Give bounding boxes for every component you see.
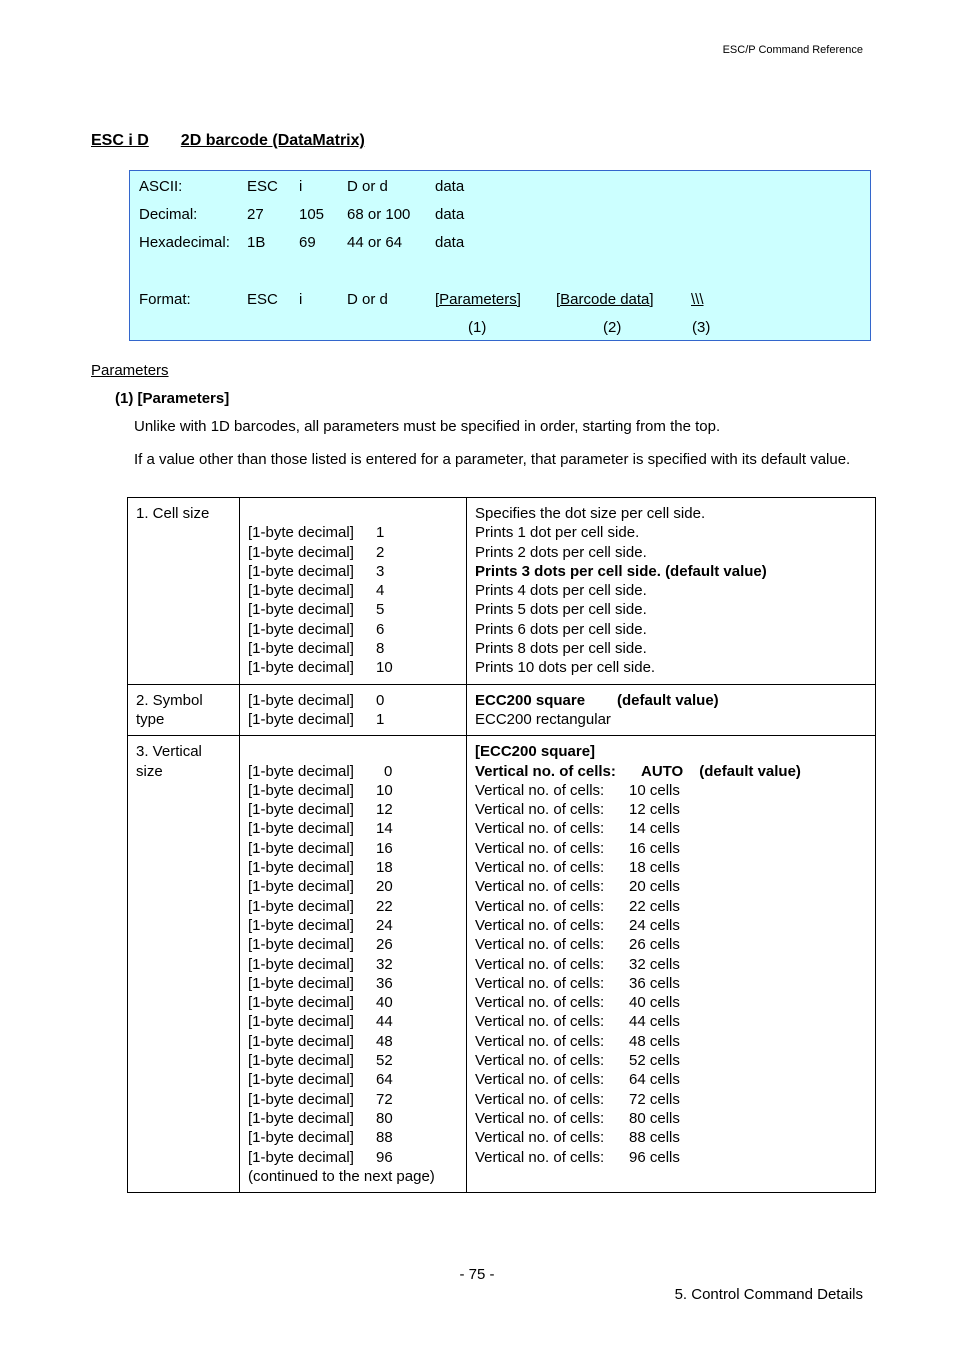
desc-line: Prints 5 dots per cell side.: [475, 601, 647, 619]
value-line: [1-byte decimal] 4: [248, 582, 385, 600]
table-row-cell-size: [128, 498, 876, 685]
param-name-cell: [128, 736, 240, 1193]
desc-line: Vertical no. of cells: 96 cells: [475, 1148, 680, 1166]
desc-line: Vertical no. of cells: 32 cells: [475, 955, 680, 973]
value-line: [1-byte decimal] 3: [248, 562, 385, 580]
desc-line: Vertical no. of cells: 36 cells: [475, 974, 680, 992]
parameters-heading: Parameters: [91, 362, 169, 379]
value-line: [1-byte decimal] 18: [248, 859, 393, 877]
format-parameters: [Parameters]: [435, 291, 521, 308]
param-desc-cell: [467, 684, 876, 736]
param-values-cell: [240, 498, 467, 685]
decimal-c2: 105: [299, 206, 325, 223]
ascii-label: ASCII:: [139, 178, 183, 195]
hex-c2: 69: [299, 234, 316, 251]
ascii-c4: data: [435, 178, 465, 195]
value-line: [1-byte decimal] 40: [248, 994, 393, 1012]
format-label: Format:: [139, 291, 191, 308]
param-name-cell: [128, 684, 240, 736]
desc-line: Vertical no. of cells: 26 cells: [475, 936, 680, 954]
desc-line: Prints 8 dots per cell side.: [475, 640, 647, 658]
value-line: [1-byte decimal] 44: [248, 1013, 393, 1031]
ascii-c1: ESC: [247, 178, 278, 195]
desc-line: Vertical no. of cells: 24 cells: [475, 916, 680, 934]
value-line: [1-byte decimal] 16: [248, 839, 393, 857]
desc-line: Vertical no. of cells: 14 cells: [475, 820, 680, 838]
desc-line: Vertical no. of cells: 12 cells: [475, 801, 680, 819]
desc-line: Prints 4 dots per cell side.: [475, 582, 647, 600]
hex-c4: data: [435, 234, 465, 251]
decimal-c3: 68 or 100: [347, 206, 411, 223]
param-values-cell: [240, 684, 467, 736]
value-line: [1-byte decimal] 72: [248, 1090, 393, 1108]
desc-line: Vertical no. of cells: 22 cells: [475, 897, 680, 915]
value-line: [1-byte decimal] 64: [248, 1071, 393, 1089]
desc-line: ECC200 rectangular: [475, 710, 611, 728]
desc-line: Prints 10 dots per cell side.: [475, 659, 656, 677]
desc-line: Vertical no. of cells: 18 cells: [475, 859, 680, 877]
desc-line-default: ECC200 square (default value): [475, 691, 719, 709]
value-line: [1-byte decimal] 1: [248, 524, 385, 542]
decimal-c4: data: [435, 206, 465, 223]
desc-line: Prints 6 dots per cell side.: [475, 620, 647, 638]
value-line: [1-byte decimal] 14: [248, 820, 393, 838]
value-line: [1-byte decimal] 52: [248, 1052, 393, 1070]
desc-line: Vertical no. of cells: 40 cells: [475, 994, 680, 1012]
desc-line: Vertical no. of cells: 20 cells: [475, 878, 680, 896]
value-line: [1-byte decimal] 6: [248, 620, 385, 638]
param-values-cell: [240, 736, 467, 1193]
page-number: - 75 -: [459, 1266, 495, 1283]
value-line: [1-byte decimal] 20: [248, 878, 393, 896]
desc-line: Vertical no. of cells: 64 cells: [475, 1071, 680, 1089]
value-line: [1-byte decimal] 22: [248, 897, 393, 915]
ascii-c3: D or d: [347, 178, 388, 195]
format-c3: D or d: [347, 291, 388, 308]
hex-c3: 44 or 64: [347, 234, 403, 251]
continued-note: (continued to the next page): [248, 1167, 435, 1185]
desc-line: Vertical no. of cells: 88 cells: [475, 1129, 680, 1147]
desc-line: Vertical no. of cells: 52 cells: [475, 1052, 680, 1070]
value-line: [1-byte decimal] 32: [248, 955, 393, 973]
desc-line: Specifies the dot size per cell side.: [475, 505, 706, 522]
param-name-cell: [128, 498, 240, 685]
ascii-c2: i: [299, 178, 303, 195]
value-line: [1-byte decimal] 2: [248, 543, 385, 561]
value-line: [1-byte decimal] 1: [248, 710, 385, 728]
desc-line: Vertical no. of cells: 48 cells: [475, 1032, 680, 1050]
param-desc-cell: [467, 498, 876, 685]
desc-line: Prints 1 dot per cell side.: [475, 524, 640, 542]
command-description: 2D barcode (DataMatrix): [180, 132, 365, 149]
command-name: ESC i D: [91, 132, 149, 149]
desc-line: Vertical no. of cells: 80 cells: [475, 1109, 680, 1127]
desc-line: Vertical no. of cells: 10 cells: [475, 781, 680, 799]
desc-line: Vertical no. of cells: 44 cells: [475, 1013, 680, 1031]
decimal-c1: 27: [247, 206, 264, 223]
value-line: [1-byte decimal] 96: [248, 1148, 393, 1166]
format-index-3: (3): [692, 319, 711, 336]
desc-line: Prints 2 dots per cell side.: [475, 543, 647, 561]
command-syntax-box: [129, 170, 871, 341]
symbol-type-name-2: type: [136, 710, 165, 728]
decimal-label: Decimal:: [139, 206, 198, 223]
hex-c1: 1B: [247, 234, 266, 251]
header-reference: ESC/P Command Reference: [722, 44, 863, 56]
param-desc-cell: [467, 736, 876, 1193]
desc-line: Vertical no. of cells: 16 cells: [475, 839, 680, 857]
value-line: [1-byte decimal] 12: [248, 801, 393, 819]
intro-paragraph-1: Unlike with 1D barcodes, all parameters must be specified in order, starting from the top.: [134, 418, 721, 435]
symbol-type-name-1: 2. Symbol: [136, 691, 203, 709]
value-line: [1-byte decimal] 88: [248, 1129, 393, 1147]
vertical-size-name-2: size: [136, 762, 163, 780]
table-row-vertical-size: [128, 736, 876, 1193]
hex-label: Hexadecimal:: [139, 234, 230, 251]
vertical-size-name-1: 3. Vertical: [136, 743, 202, 761]
value-line: [1-byte decimal] 5: [248, 601, 385, 619]
desc-line-header: [ECC200 square]: [475, 743, 596, 761]
parameter-table: [127, 497, 876, 1193]
desc-line-default: Prints 3 dots per cell side. (default value): [475, 562, 767, 580]
desc-line: Vertical no. of cells: 72 cells: [475, 1090, 680, 1108]
footer-section: 5. Control Command Details: [674, 1286, 863, 1303]
format-index-1: (1): [468, 319, 487, 336]
desc-line-default: Vertical no. of cells: AUTO (default value): [475, 762, 801, 780]
intro-paragraph-2: If a value other than those listed is entered for a parameter, that parameter is specified with its default value.: [134, 451, 851, 468]
value-line: [1-byte decimal] 48: [248, 1032, 393, 1050]
format-c1: ESC: [247, 291, 278, 308]
page-title: [91, 132, 365, 150]
value-line: [1-byte decimal] 24: [248, 916, 393, 934]
value-line: [1-byte decimal] 8: [248, 640, 385, 658]
value-line: [1-byte decimal] 36: [248, 974, 393, 992]
value-line: [1-byte decimal] 80: [248, 1109, 393, 1127]
value-line: [1-byte decimal] 10: [248, 659, 393, 677]
format-terminator: \\\: [691, 291, 704, 308]
value-line: [1-byte decimal] 10: [248, 781, 393, 799]
format-c2: i: [299, 291, 303, 308]
value-line: [1-byte decimal] 26: [248, 936, 393, 954]
value-line: [1-byte decimal] 0: [248, 691, 385, 709]
parameters-subheading: (1) [Parameters]: [115, 390, 230, 407]
value-line: [1-byte decimal] 0: [248, 762, 393, 780]
cell-size-name: 1. Cell size: [136, 505, 210, 522]
table-row-symbol-type: [128, 684, 876, 736]
format-barcode-data: [Barcode data]: [556, 291, 654, 308]
format-index-2: (2): [603, 319, 622, 336]
